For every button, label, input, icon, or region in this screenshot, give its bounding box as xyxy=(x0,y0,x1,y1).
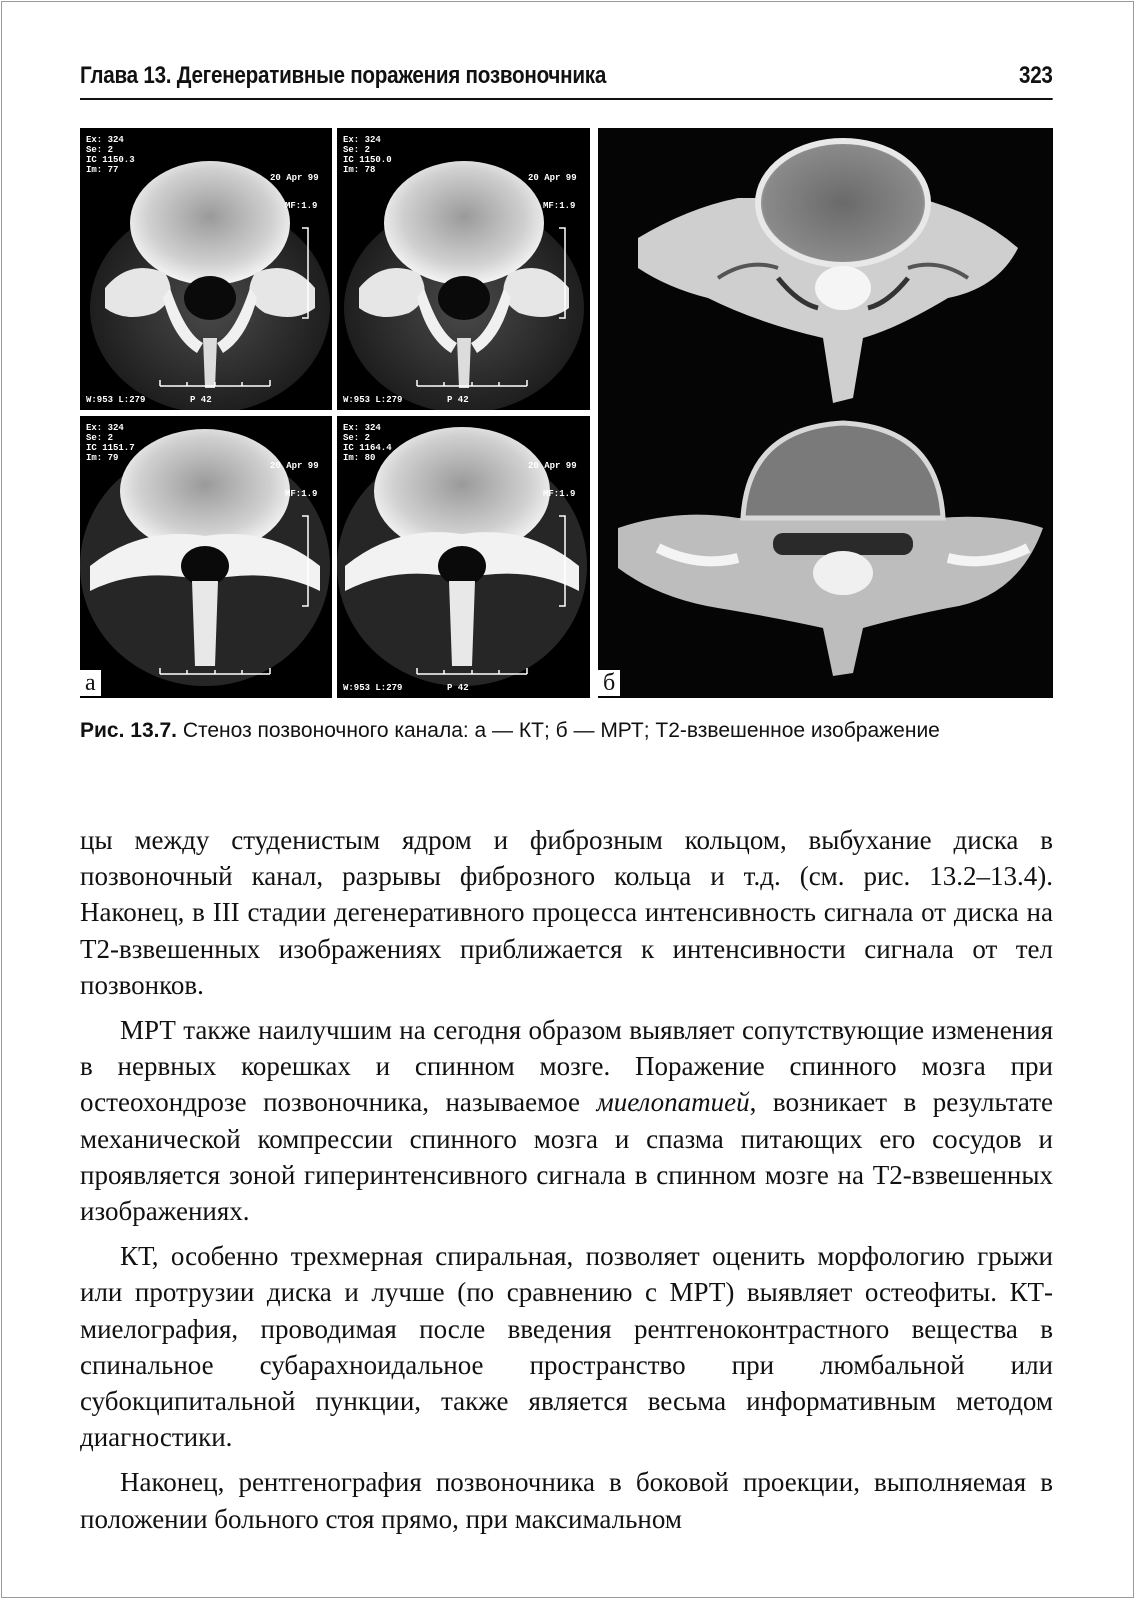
ct-tl-line4: Im: 77 xyxy=(86,165,119,175)
figure-13-7 xyxy=(80,128,1053,698)
ct-br-date: 20 Apr 99 xyxy=(528,461,577,471)
ct-tr-mf: MF:1.9 xyxy=(543,201,576,211)
ct-tl-date: 20 Apr 99 xyxy=(270,173,319,183)
ct-tr-wl: W:953 L:279 xyxy=(343,395,403,405)
paragraph-2 xyxy=(80,1012,1053,1229)
caption-label: Рис. 13.7. xyxy=(80,719,177,742)
ct-br-wl: W:953 L:279 xyxy=(343,683,403,693)
ct-tl-line1: Ex: 324 xyxy=(86,135,124,145)
panel-b-label: б xyxy=(598,670,620,696)
term-myelopathy: миелопатией xyxy=(596,1087,750,1118)
paragraph-2-start: МРТ также наилучшим на сегодня образом выявляет сопутствующие изменения в нервных корешках и спинном мозге. Поражение спинного мозга при остеохондрозе позвоночника, называемое xyxy=(80,1015,1053,1118)
ct-tr-date: 20 Apr 99 xyxy=(528,173,577,183)
ct-tr-line2: Se: 2 xyxy=(343,145,371,155)
ct-bl-line2: Se: 2 xyxy=(86,433,114,443)
running-head xyxy=(80,60,1053,100)
chapter-title: Глава 13. Дегенеративные поражения позвоночника xyxy=(80,62,607,89)
ct-br-p: P 42 xyxy=(447,683,469,693)
mri-images xyxy=(598,128,1053,698)
ct-tl-wl: W:953 L:279 xyxy=(86,395,146,405)
page-number: 323 xyxy=(1018,62,1053,89)
ct-bl-line3: IC 1151.7 xyxy=(86,443,135,453)
caption-text: Стеноз позвоночного канала: а — КТ; б — МРТ; Т2-взвешенное изображение xyxy=(176,719,940,742)
ct-panel xyxy=(80,128,590,698)
ct-tl-mf: MF:1.9 xyxy=(285,201,318,211)
ct-tl-line2: Se: 2 xyxy=(86,145,114,155)
ct-tr-line3: IC 1150.0 xyxy=(343,155,392,165)
paragraph-3: КТ, особенно трехмерная спиральная, позволяет оценить морфологию грыжи или протрузии диска и лучше (по сравнению с МРТ) выявляет остеофиты. КТ-миелография, проводимая после введения рентгеноконтрастного вещества в спинальное субарахноидальное пространство при люмбальной или субокципитальной пункции, также является весьма информативным методом диагностики. xyxy=(80,1241,1053,1453)
ct-bl-mf: MF:1.9 xyxy=(285,489,318,499)
paragraph-2-end: , возникает в результате механической компрессии спинного мозга и спазма питающих его сосудов и проявляется зоной гиперинтенсивного сигнала в спинном мозге на Т2-взвешенных изображениях. xyxy=(80,1087,1053,1227)
ct-tr-p: P 42 xyxy=(447,395,469,405)
ct-br-line1: Ex: 324 xyxy=(343,423,381,433)
ct-bl-date: 20 Apr 99 xyxy=(270,461,319,471)
ct-tl-p: P 42 xyxy=(190,395,212,405)
figure-caption xyxy=(80,716,1053,745)
paragraph-4: Наконец, рентгенография позвоночника в боковой проекции, выполняемая в положении больного стоя прямо, при максимальном xyxy=(80,1467,1053,1534)
panel-a-label: а xyxy=(80,670,101,696)
ct-bl-line1: Ex: 324 xyxy=(86,423,124,433)
ct-br-mf: MF:1.9 xyxy=(543,489,576,499)
ct-br-line3: IC 1164.4 xyxy=(343,443,392,453)
ct-br-line2: Se: 2 xyxy=(343,433,371,443)
ct-tr-line1: Ex: 324 xyxy=(343,135,381,145)
ct-br-line4: Im: 80 xyxy=(343,453,376,463)
mri-panel xyxy=(598,128,1053,698)
ct-tl-line3: IC 1150.3 xyxy=(86,155,135,165)
ct-tr-line4: Im: 78 xyxy=(343,165,376,175)
ct-bl-line4: Im: 79 xyxy=(86,453,119,463)
body-text xyxy=(80,822,1053,1546)
paragraph-1: цы между студенистым ядром и фиброзным кольцом, выбухание диска в позвоночный канал, разрывы фиброзного кольца и т.д. (см. рис. 13.2–13.4). Наконец, в III стадии дегенеративного процесса интенсивность сигнала от диска на Т2-взвешенных изображениях приближается к интенсивности сигнала от тел позвонков. xyxy=(80,825,1053,1000)
ct-images xyxy=(80,128,590,698)
